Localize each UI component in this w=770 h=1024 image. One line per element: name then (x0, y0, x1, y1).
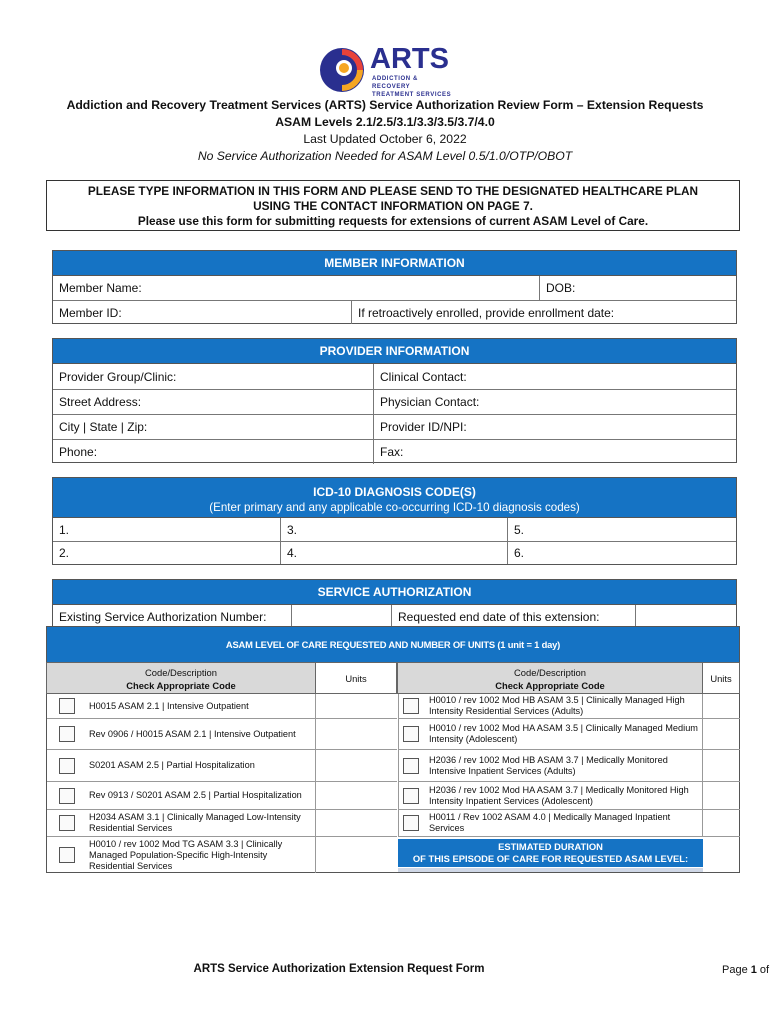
units-input[interactable] (702, 694, 740, 719)
provider-group-field[interactable] (53, 364, 373, 389)
units-input[interactable] (315, 810, 397, 837)
provider-group-label: Provider Group/Clinic: (59, 369, 177, 384)
units-input[interactable] (702, 750, 740, 782)
form-title: Addiction and Recovery Treatment Services (ARTS) Service Authorization Review Form – Extension Requests (66, 98, 704, 112)
checkbox[interactable] (59, 815, 75, 831)
footer-title: ARTS Service Authorization Extension Request Form (193, 963, 485, 975)
phone-field[interactable] (53, 440, 373, 464)
street-address-label: Street Address: (59, 395, 142, 409)
requested-end-date-field[interactable] (391, 605, 635, 628)
icd-code-2-label: 2. (59, 546, 70, 560)
fax-label: Fax: (380, 445, 404, 459)
asam-item-rev0906-2-1 (47, 719, 315, 750)
requested-end-date-input[interactable] (635, 605, 736, 628)
asam-item-label: H0015 ASAM 2.1 | Intensive Outpatient (89, 700, 249, 711)
dob-field[interactable] (539, 276, 736, 300)
provider-information-section (52, 338, 737, 463)
member-name-field[interactable] (53, 276, 539, 300)
left-code-description-label: Code/Description (145, 667, 217, 678)
asam-item-label: H2036 / rev 1002 Mod HB ASAM 3.7 | Medically Monitored Intensive Inpatient Services (Adults) (429, 754, 668, 776)
clinical-contact-label: Clinical Contact: (380, 369, 467, 384)
left-code-description-header (46, 662, 316, 694)
right-code-description-header (397, 662, 703, 694)
asam-item-h0010-ha-3-5 (398, 719, 702, 750)
street-address-field[interactable] (53, 390, 373, 414)
dob-label: DOB: (546, 281, 576, 295)
city-state-zip-field[interactable] (53, 415, 373, 439)
asam-item-h0010-3-3 (47, 837, 315, 873)
existing-auth-number-label: Existing Service Authorization Number: (59, 609, 267, 624)
arts-logo (318, 44, 458, 98)
asam-item-label: H2036 / rev 1002 Mod HA ASAM 3.7 | Medically Monitored High Intensity Inpatient Services (Adolescent) (429, 784, 689, 806)
checkbox[interactable] (59, 847, 75, 863)
member-name-label: Member Name: (59, 281, 142, 295)
left-units-header: Units (315, 662, 397, 694)
checkbox[interactable] (403, 815, 419, 831)
asam-levels: ASAM Levels 2.1/2.5/3.1/3.3/3.5/3.7/4.0 (275, 115, 495, 129)
icd10-section (52, 477, 737, 565)
asam-item-h0010-hb-3-5 (398, 694, 702, 719)
checkbox[interactable] (59, 788, 75, 804)
enrollment-date-field[interactable] (351, 301, 736, 324)
asam-header: ASAM LEVEL OF CARE REQUESTED AND NUMBER OF UNITS (1 unit = 1 day) (47, 627, 739, 662)
logo-sub-line1: ADDICTION & RECOVERY (372, 76, 418, 90)
left-check-code-label: Check Appropriate Code (126, 680, 236, 691)
icd10-title: ICD-10 DIAGNOSIS CODE(S) (313, 485, 476, 499)
checkbox[interactable] (59, 698, 75, 714)
asam-item-label: S0201 ASAM 2.5 | Partial Hospitalization (89, 760, 255, 770)
icd-code-3-field[interactable] (280, 518, 507, 541)
icd-code-5-label: 5. (514, 522, 525, 537)
asam-item-s0201-2-5 (47, 750, 315, 782)
icd-code-6-field[interactable] (507, 542, 736, 564)
member-information-header: MEMBER INFORMATION (53, 251, 736, 276)
existing-auth-number-input[interactable] (291, 605, 391, 628)
page-prefix: Page (722, 964, 751, 976)
units-input[interactable] (315, 782, 397, 810)
arts-logo-mark-icon (318, 46, 366, 94)
asam-item-h2036-hb-3-7 (398, 750, 702, 782)
instructions-box (46, 180, 740, 231)
estimated-duration-header (398, 839, 703, 867)
asam-level-of-care-section (46, 626, 740, 873)
asam-item-h2034-3-1 (47, 810, 315, 837)
asam-item-label: H0010 / rev 1002 Mod HB ASAM 3.5 | Clinically Managed High Intensity Residential Services (Adults) (429, 695, 685, 716)
asam-item-label: H2034 ASAM 3.1 | Clinically Managed Low-Intensity Residential Services (89, 812, 301, 833)
checkbox[interactable] (403, 788, 419, 804)
asam-item-rev0913-2-5 (47, 782, 315, 810)
icd-code-4-field[interactable] (280, 542, 507, 564)
phone-label: Phone: (59, 445, 98, 459)
units-input[interactable] (315, 694, 397, 719)
instructions-line2: USING THE CONTACT INFORMATION ON PAGE 7. (253, 199, 533, 213)
provider-information-header: PROVIDER INFORMATION (53, 339, 736, 364)
units-input[interactable] (702, 810, 740, 837)
icd-code-3-label: 3. (287, 522, 298, 537)
city-state-zip-label: City | State | Zip: (59, 420, 148, 434)
fax-field[interactable] (373, 440, 736, 464)
instructions-line3: Please use this form for submitting requests for extensions of current ASAM Level of Care. (137, 214, 649, 228)
units-input[interactable] (315, 750, 397, 782)
enrollment-date-label: If retroactively enrolled, provide enrollment date: (358, 305, 615, 320)
provider-npi-field[interactable] (373, 415, 736, 439)
asam-item-label: Rev 0906 / H0015 ASAM 2.1 | Intensive Outpatient (89, 728, 296, 739)
units-input[interactable] (702, 719, 740, 750)
asam-item-label: H0010 / rev 1002 Mod HA ASAM 3.5 | Clinically Managed Medium Intensity (Adolescent) (429, 723, 698, 744)
instructions-line1: PLEASE TYPE INFORMATION IN THIS FORM AND PLEASE SEND TO THE DESIGNATED HEALTHCARE PLAN (87, 184, 699, 198)
units-input[interactable] (315, 719, 397, 750)
logo-subtitle (372, 75, 458, 99)
existing-auth-number-field[interactable] (53, 605, 291, 628)
units-input[interactable] (315, 837, 397, 873)
estimated-duration-input[interactable] (398, 868, 703, 872)
estimated-duration-line2: OF THIS EPISODE OF CARE FOR REQUESTED ASAM LEVEL: (412, 853, 689, 864)
asam-item-h0015-2-1 (47, 694, 315, 719)
no-auth-note: No Service Authorization Needed for ASAM Level 0.5/1.0/OTP/OBOT (197, 149, 573, 163)
page-suffix: of (756, 964, 770, 976)
checkbox[interactable] (403, 698, 419, 714)
asam-item-h2036-ha-3-7 (398, 782, 702, 810)
asam-item-label: Rev 0913 / S0201 ASAM 2.5 | Partial Hospitalization (89, 790, 302, 800)
member-id-label: Member ID: (59, 305, 122, 320)
icd-code-1-field[interactable] (53, 518, 280, 541)
right-units-header: Units (702, 662, 740, 694)
checkbox[interactable] (403, 726, 419, 742)
logo-sub-line2: TREATMENT SERVICES (372, 92, 452, 98)
asam-item-label: H0010 / rev 1002 Mod TG ASAM 3.3 | Clinically Managed Population-Specific High-Intensity Residential Services (89, 838, 283, 871)
icd-code-5-field[interactable] (507, 518, 736, 541)
checkbox[interactable] (403, 758, 419, 774)
physician-contact-field[interactable] (373, 390, 736, 414)
units-input[interactable] (702, 782, 740, 810)
checkbox[interactable] (59, 758, 75, 774)
checkbox[interactable] (59, 726, 75, 742)
icd-code-2-field[interactable] (53, 542, 280, 564)
physician-contact-label: Physician Contact: (380, 395, 480, 409)
icd10-subtitle: (Enter primary and any applicable co-occurring ICD-10 diagnosis codes) (209, 501, 580, 514)
icd10-header (53, 478, 736, 518)
member-id-field[interactable] (53, 301, 351, 324)
service-authorization-section (52, 579, 737, 627)
page-number (722, 964, 769, 976)
clinical-contact-field[interactable] (373, 364, 736, 389)
page-num: 1 (750, 964, 757, 976)
last-updated: Last Updated October 6, 2022 (303, 132, 467, 146)
asam-item-label: H0011 / Rev 1002 ASAM 4.0 | Medically Managed Inpatient Services (429, 812, 671, 833)
estimated-duration-line1: ESTIMATED DURATION (498, 841, 603, 852)
icd-code-1-label: 1. (59, 522, 70, 537)
asam-item-h0011-4-0 (398, 810, 702, 837)
member-information-section (52, 250, 737, 324)
right-check-code-label: Check Appropriate Code (495, 680, 605, 691)
right-code-description-label: Code/Description (514, 667, 586, 678)
provider-npi-label: Provider ID/NPI: (380, 420, 467, 434)
icd-code-4-label: 4. (287, 546, 298, 560)
service-authorization-header: SERVICE AUTHORIZATION (53, 580, 736, 605)
logo-wordmark: ARTS (370, 43, 449, 75)
icd-code-6-label: 6. (514, 546, 525, 560)
requested-end-date-label: Requested end date of this extension: (398, 609, 600, 624)
